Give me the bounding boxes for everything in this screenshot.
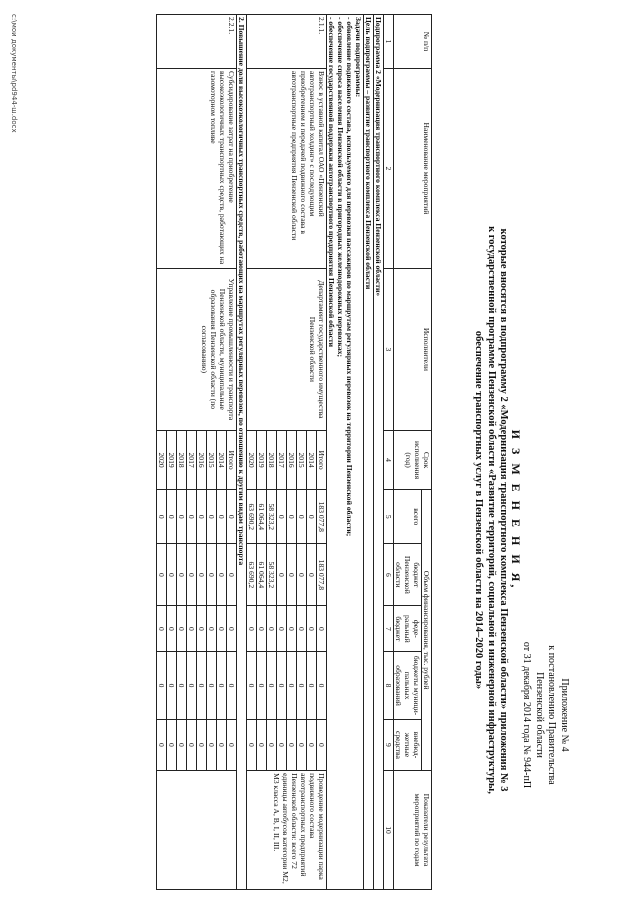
col-header-regional: бюджет Пензенской области [394,544,422,606]
measure-result [157,771,237,890]
tasks-title: Задачи подпрограммы: [354,17,363,98]
col-number: 3 [384,268,394,430]
amount-cell: 0 [187,490,197,544]
amount-cell: 0 [197,719,207,770]
measure-2-2-1 [157,15,237,890]
amount-cell: 0 [307,544,317,606]
amount-cell: 0 [167,490,177,544]
amount-cell: 0 [207,490,217,544]
column-numbers-row [384,15,394,890]
amount-cell: 0 [167,606,177,652]
subprogram-goal: Цель подпрограммы – развитие транспортного комплекса Пензенской области [364,15,374,890]
amount-cell: 0 [167,719,177,770]
amount-cell: 0 [287,490,297,544]
amount-cell: 0 [277,719,287,770]
amount-cell: 0 [177,719,187,770]
amount-cell: 0 [197,490,207,544]
col-header-num: № п/п [394,15,432,69]
amount-cell: 0 [157,652,167,720]
col-header-extrabudget: внебюд- жетные средства [394,719,422,770]
col-header-federal: феде- ральный бюджет [394,606,422,652]
amount-cell: 0 [207,544,217,606]
appendix-line: Пензенской области [534,672,545,758]
amount-cell: 0 [317,652,327,720]
amount-cell: 0 [227,606,237,652]
measure-2-1-1 [247,15,327,890]
amount-cell: 0 [197,652,207,720]
col-header-municipal: бюджеты муници- пальных образований [394,652,422,720]
amount-cell: 0 [267,606,277,652]
year-cell: 2018 [267,430,277,489]
year-cell: 2014 [307,430,317,489]
amount-cell: 0 [217,544,227,606]
amount-cell: 0 [317,606,327,652]
amount-cell: 61 064,4 [257,544,267,606]
amount-cell: 0 [257,606,267,652]
year-cell: 2016 [287,430,297,489]
amount-cell: 0 [217,719,227,770]
amount-cell: 0 [297,490,307,544]
amount-cell: 0 [197,544,207,606]
amount-cell: 0 [177,490,187,544]
col-header-total: всего [394,490,422,544]
amount-cell: 0 [307,490,317,544]
amount-cell: 58 323,2 [267,490,277,544]
amount-cell: 0 [277,544,287,606]
amount-cell: 0 [307,652,317,720]
amount-cell: 0 [297,719,307,770]
year-cell: 2015 [207,430,217,489]
year-cell: 2019 [167,430,177,489]
amount-cell: 0 [307,606,317,652]
year-cell: 2020 [157,430,167,489]
amount-cell: 0 [267,652,277,720]
measure-result: Проведение модернизации парка подвижного состава автотранспортных предприятий Пензенской области: всего 72 единицы автобусов категории М2, М3 класса А, В, I, II, III. [247,771,327,890]
amount-cell: 0 [247,606,257,652]
amount-cell: 0 [157,719,167,770]
amount-cell: 0 [227,490,237,544]
amount-cell: 0 [187,544,197,606]
col-header-results: Показатели результата мероприятий по годам [394,771,432,890]
amount-cell: 0 [287,606,297,652]
amount-cell: 183 077,8 [317,544,327,606]
amount-cell: 0 [287,719,297,770]
amount-cell: 0 [297,544,307,606]
amount-cell: 0 [187,652,197,720]
col-number: 9 [384,719,394,770]
amount-cell: 0 [217,606,227,652]
amount-cell: 0 [187,719,197,770]
col-number: 7 [384,606,394,652]
amount-cell: 0 [207,652,217,720]
amount-cell: 0 [227,719,237,770]
amount-cell: 0 [287,652,297,720]
task-item: - обновление подвижного состава, используемого для перевозки пассажиров по маршрутам регулярных перевозок на территории Пензенской области; [345,17,354,537]
amount-cell: 0 [217,490,227,544]
amount-cell: 183 077,8 [317,490,327,544]
year-cell: Итого [227,430,237,489]
amount-cell: 0 [177,606,187,652]
amount-cell: 0 [297,652,307,720]
amount-cell: 0 [277,606,287,652]
year-cell: 2017 [277,430,287,489]
col-number: 10 [384,771,394,890]
appendix-number: Приложение № 4 [559,678,570,752]
subprogram-tasks [327,15,364,890]
measure-exec: Управление промышленности и транспорта Пензенской области, муниципальные образования Пензенской области (по согласованию) [157,268,237,430]
amount-cell: 61 064,4 [257,490,267,544]
amount-cell: 0 [167,544,177,606]
year-cell: 2018 [177,430,187,489]
col-number: 4 [384,430,394,489]
col-number: 2 [384,69,394,269]
col-header-financing: Объем финансирования, тыс. рублей [422,490,432,771]
col-number: 6 [384,544,394,606]
year-cell: 2020 [247,430,257,489]
table-row [227,15,237,890]
measure-num: 2.1.1. [247,15,327,69]
amount-cell: 0 [297,606,307,652]
amount-cell: 0 [247,652,257,720]
col-header-term: Срок исполнения (год) [394,430,432,489]
appendix-date: от 31 декабря 2014 года № 944-пП [521,641,533,789]
amount-cell: 0 [277,652,287,720]
amount-cell: 0 [157,544,167,606]
col-header-name: Наименование мероприятий [394,69,432,269]
year-cell: 2019 [257,430,267,489]
amount-cell: 0 [227,544,237,606]
col-number: 8 [384,652,394,720]
measure-num: 2.2.1. [157,15,237,69]
amount-cell: 0 [187,606,197,652]
table-row [317,15,327,890]
changes-table [156,14,432,890]
amount-cell: 63 690,2 [247,544,257,606]
year-cell: 2015 [297,430,307,489]
year-cell: 2017 [187,430,197,489]
col-header-exec: Исполнители [394,268,432,430]
title-line: которые вносятся в подпрограмму 2 «Модернизация транспортного комплекса Пензенской области» приложения № 3 [498,228,510,792]
task-item: - обеспечение спроса населения Пензенской области в пригородных железнодорожных перевозках; [336,17,345,357]
year-cell: Итого [317,430,327,489]
subprogram-title: Подпрограмма 2 «Модернизация транспортного комплекса Пензенской области» [374,15,384,890]
amount-cell: 0 [217,652,227,720]
amount-cell: 0 [157,490,167,544]
title-line: обеспечение транспортных услуг в Пензенской области на 2014–2020 годы» [473,330,485,690]
file-path-footer: c:\мои документы\pd944-ш.docx [10,14,18,133]
amount-cell: 63 690,2 [247,490,257,544]
year-cell: 2014 [217,430,227,489]
appendix-line: к постановлению Правительства [546,645,558,785]
appendix-header [520,585,570,845]
amount-cell: 0 [247,719,257,770]
title-main: И З М Е Н Е Н И Я, [509,429,523,591]
measure-exec: Департамент государственного имущества Пензенской области [247,268,327,430]
amount-cell: 0 [267,719,277,770]
amount-cell: 0 [257,652,267,720]
amount-cell: 0 [317,719,327,770]
amount-cell: 0 [167,652,177,720]
amount-cell: 58 323,2 [267,544,277,606]
amount-cell: 0 [307,719,317,770]
amount-cell: 0 [207,606,217,652]
amount-cell: 0 [227,652,237,720]
amount-cell: 0 [197,606,207,652]
amount-cell: 0 [207,719,217,770]
amount-cell: 0 [257,719,267,770]
amount-cell: 0 [157,606,167,652]
amount-cell: 0 [287,544,297,606]
measure-name: Субсидирование затрат на приобретение высокоэкологичных транспортных средств, работающих на газомоторном топливе [157,69,237,269]
col-number: 5 [384,490,394,544]
amount-cell: 0 [277,490,287,544]
title-line: к государственной программе Пензенской области «Развитие территорий, социальной и инженерной инфраструктуры, [486,226,497,794]
section-2-title: 2. Повышение доли высокоэкологичных транспортных средств, работающих на маршрутах регулярных перевозок, по отношению к другим видам транспорта [237,15,247,890]
year-cell: 2016 [197,430,207,489]
measure-name: Взнос в уставной капитал ОАО «Пензенский автотранспортный холдинг» с последующим приобретением и передачей подвижного состава в автотранспортные предприятия Пензенской области [247,69,327,269]
amount-cell: 0 [177,544,187,606]
task-item: - обеспечение государственной поддержки автотранспортного предприятия Пензенской области [327,17,336,348]
col-number: 1 [384,15,394,69]
document-title [472,150,522,870]
amount-cell: 0 [177,652,187,720]
